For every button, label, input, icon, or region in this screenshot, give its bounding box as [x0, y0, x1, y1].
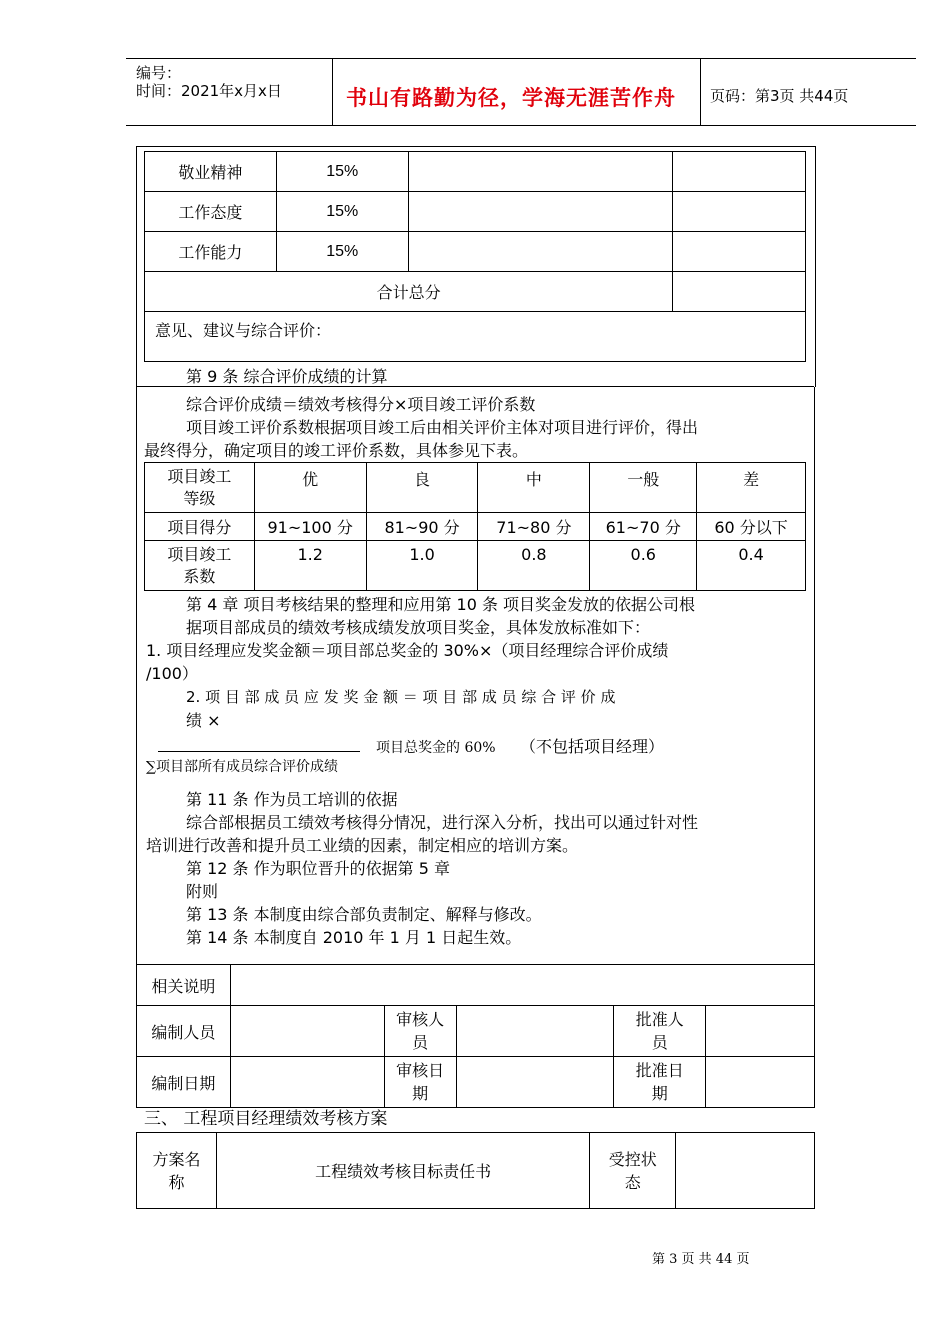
header-divider-right	[700, 58, 701, 125]
grade-table	[144, 462, 806, 591]
score-range-cell: 60 分以下	[697, 513, 806, 541]
article-12-line2: 附则	[186, 882, 219, 901]
related-row	[137, 965, 815, 1006]
plan-name-value: 工程绩效考核目标责任书	[216, 1133, 589, 1209]
grade-row-label	[145, 463, 255, 513]
related-label: 相关说明	[137, 965, 231, 1006]
score-item: 敬业精神	[145, 152, 277, 192]
section-3-title: 三、 工程项目经理绩效考核方案	[144, 1109, 388, 1129]
article-9-paragraph-line1: 项目竣工评价系数根据项目竣工后由相关评价主体对项目进行评价，得出	[186, 418, 699, 437]
score-weight: 15%	[276, 232, 408, 272]
coefficient-label	[145, 541, 255, 591]
score-range-cell: 81~90 分	[366, 513, 478, 541]
approve-date-label	[614, 1057, 706, 1108]
score-range-label: 项目得分	[145, 513, 255, 541]
plan-name-label-line2: 称	[168, 1172, 185, 1192]
score-cell	[408, 192, 673, 232]
fraction-bar	[158, 751, 360, 752]
coefficient-cell: 1.2	[254, 541, 366, 591]
bonus-rule-1-line2: /100）	[146, 664, 198, 683]
grade-cell: 一般	[590, 463, 697, 513]
score-range-cell: 91~100 分	[254, 513, 366, 541]
reviewer-label	[384, 1006, 456, 1057]
comment-row	[145, 312, 806, 362]
grade-cell: 中	[478, 463, 590, 513]
reviewer-label-line1: 审核人	[396, 1010, 445, 1029]
page-number-label: 页码：第3页 共44页	[710, 87, 849, 105]
reviewer-value	[456, 1006, 614, 1057]
article-9-paragraph-line2: 最终得分，确定项目的竣工评价系数，具体参见下表。	[144, 441, 529, 460]
header-divider-left	[332, 58, 333, 125]
header-bottom-rule	[126, 125, 916, 126]
page-footer: 第 3 页 共 44 页	[652, 1252, 750, 1267]
score-cell	[673, 192, 806, 232]
coefficient-label-line2: 系数	[183, 566, 216, 586]
control-status-label-line2: 态	[624, 1172, 641, 1192]
preparer-row	[137, 1006, 815, 1057]
approver-label-line2: 员	[651, 1033, 668, 1052]
approve-date-value	[706, 1057, 815, 1108]
article-11-line2: 培训进行改善和提升员工业绩的因素，制定相应的培训方案。	[146, 836, 579, 855]
outer-frame-left	[136, 387, 137, 964]
score-cell	[408, 152, 673, 192]
fraction-numerator: 项目总奖金的 60%	[376, 740, 496, 756]
score-item: 工作态度	[145, 192, 277, 232]
score-row	[145, 152, 806, 192]
approver-label-line1: 批准人	[635, 1010, 684, 1029]
plan-table	[136, 1132, 815, 1209]
score-cell	[408, 232, 673, 272]
score-row	[145, 232, 806, 272]
score-item: 工作能力	[145, 232, 277, 272]
plan-name-label	[137, 1133, 217, 1209]
header-top-rule	[126, 58, 916, 59]
control-status-label-line1: 受控状	[608, 1149, 657, 1169]
score-range-cell: 61~70 分	[590, 513, 697, 541]
grade-cell: 优	[254, 463, 366, 513]
grade-label-line1: 项目竣工	[167, 466, 232, 486]
bonus-rule-1-line1: 1. 项目经理应发奖金额＝项目部总奖金的 30%×（项目经理综合评价成绩	[146, 641, 669, 660]
bonus-rule-2-line1: 2. 项 目 部 成 员 应 发 奖 金 额 ＝ 项 目 部 成 员 综 合 评 价 成	[186, 688, 616, 706]
review-date-value	[456, 1057, 614, 1108]
total-value	[673, 272, 806, 312]
related-value	[230, 965, 814, 1006]
grade-cell: 差	[697, 463, 806, 513]
plan-row	[137, 1133, 815, 1209]
outer-frame-right	[814, 387, 815, 964]
article-9-formula: 综合评价成绩＝绩效考核得分×项目竣工评价系数	[186, 395, 536, 414]
prepared-date-value	[230, 1057, 384, 1108]
score-range-cell: 71~80 分	[478, 513, 590, 541]
approve-date-label-line2: 期	[651, 1084, 668, 1103]
comment-label: 意见、建议与综合评价：	[145, 312, 806, 362]
coefficient-cell: 1.0	[366, 541, 478, 591]
coefficient-cell: 0.8	[478, 541, 590, 591]
document-number-label: 编号：	[136, 64, 182, 82]
prepared-date-label: 编制日期	[137, 1057, 231, 1108]
score-cell	[673, 152, 806, 192]
coefficient-row	[145, 541, 806, 591]
approve-date-label-line1: 批准日	[635, 1061, 684, 1080]
preparer-label: 编制人员	[137, 1006, 231, 1057]
control-status-value	[676, 1133, 815, 1209]
fraction-denominator: ∑项目部所有成员综合评价成绩	[146, 759, 338, 775]
reviewer-label-line2: 员	[412, 1033, 429, 1052]
preparer-value	[230, 1006, 384, 1057]
coefficient-cell: 0.4	[697, 541, 806, 591]
article-14: 第 14 条 本制度自 2010 年 1 月 1 日起生效。	[186, 928, 522, 947]
score-weight: 15%	[276, 192, 408, 232]
date-row	[137, 1057, 815, 1108]
article-13: 第 13 条 本制度由综合部负责制定、解释与修改。	[186, 905, 542, 924]
control-status-label	[590, 1133, 676, 1209]
plan-name-label-line1: 方案名	[152, 1149, 201, 1169]
approver-value	[706, 1006, 815, 1057]
score-table	[144, 151, 806, 362]
chapter-4-line1: 第 4 章 项目考核结果的整理和应用第 10 条 项目奖金发放的依据公司根	[186, 595, 696, 614]
score-row	[145, 192, 806, 232]
grade-row	[145, 463, 806, 513]
article-9-title: 第 9 条 综合评价成绩的计算	[186, 367, 388, 386]
fraction-note: （不包括项目经理）	[520, 737, 665, 756]
total-row	[145, 272, 806, 312]
total-label: 合计总分	[145, 272, 673, 312]
score-cell	[673, 232, 806, 272]
coefficient-cell: 0.6	[590, 541, 697, 591]
score-weight: 15%	[276, 152, 408, 192]
signature-table	[136, 964, 815, 1108]
review-date-label-line1: 审核日	[396, 1061, 445, 1080]
document-time-label: 时间：2021年x月x日	[136, 82, 282, 100]
grade-cell: 良	[366, 463, 478, 513]
grade-label-line2: 等级	[183, 488, 216, 508]
coefficient-label-line1: 项目竣工	[167, 544, 232, 564]
approver-label	[614, 1006, 706, 1057]
review-date-label-line2: 期	[412, 1084, 429, 1103]
chapter-4-line2: 据项目部成员的绩效考核成绩发放项目奖金，具体发放标准如下：	[186, 618, 651, 637]
bonus-rule-2-line2: 绩 ×	[186, 711, 221, 730]
header-motto: 书山有路勤为径，学海无涯苦作舟	[346, 86, 676, 110]
article-12-line1: 第 12 条 作为职位晋升的依据第 5 章	[186, 859, 450, 878]
review-date-label	[384, 1057, 456, 1108]
article-11-line1: 综合部根据员工绩效考核得分情况，进行深入分析，找出可以通过针对性	[186, 813, 699, 832]
article-11-title: 第 11 条 作为员工培训的依据	[186, 790, 398, 809]
score-range-row	[145, 513, 806, 541]
